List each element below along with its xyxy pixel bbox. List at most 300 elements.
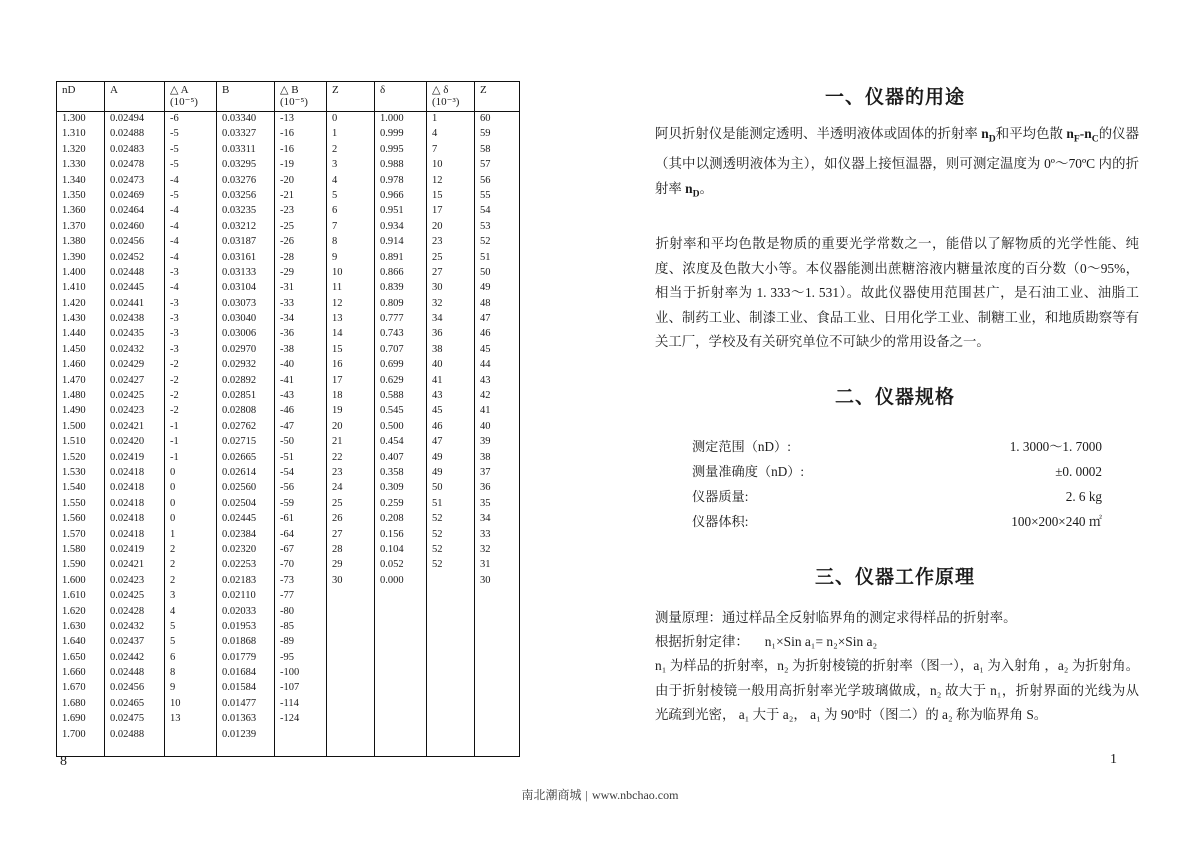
cell-a: 0.02473	[105, 176, 165, 191]
cell-nd: 1.340	[57, 176, 105, 191]
cell-delta-b: -95	[275, 653, 327, 668]
cell-delta-delta: 20	[427, 222, 475, 237]
cell-nd: 1.520	[57, 453, 105, 468]
cell-delta: 0.914	[375, 237, 427, 252]
cell-delta: 0.839	[375, 283, 427, 298]
table-row	[57, 530, 520, 545]
table-row	[57, 545, 520, 560]
cell-delta-b: -56	[275, 483, 327, 498]
table-row	[57, 314, 520, 329]
cell-delta-delta: 30	[427, 283, 475, 298]
cell-b: 0.01779	[217, 653, 275, 668]
cell-a: 0.02432	[105, 345, 165, 360]
cell-b: 0.03256	[217, 191, 275, 206]
cell-delta-delta: 52	[427, 530, 475, 545]
cell-a: 0.02438	[105, 314, 165, 329]
cell-b: 0.02892	[217, 376, 275, 391]
cell-b: 0.03295	[217, 160, 275, 175]
cell-delta-b: -33	[275, 299, 327, 314]
cell-delta: 0.951	[375, 206, 427, 221]
table-row	[57, 699, 520, 714]
table-row	[57, 483, 520, 498]
table-row	[57, 607, 520, 622]
cell-delta-a: -1	[165, 453, 217, 468]
cell-delta-a: 0	[165, 483, 217, 498]
cell-b: 0.01239	[217, 730, 275, 757]
cell-delta: 0.995	[375, 145, 427, 160]
table-row	[57, 499, 520, 514]
cell-nd: 1.410	[57, 283, 105, 298]
table-row	[57, 145, 520, 160]
section-2-heading: 二、仪器规格	[834, 386, 955, 408]
table-row	[57, 468, 520, 483]
cell-delta-a: -2	[165, 376, 217, 391]
header-main: Z	[332, 84, 339, 96]
cell-delta-b: -40	[275, 360, 327, 375]
cell-b: 0.02715	[217, 437, 275, 452]
table-row	[57, 422, 520, 437]
cell-z1: 25	[327, 499, 375, 514]
cell-a: 0.02494	[105, 112, 165, 130]
footer-separator: |	[585, 788, 588, 802]
cell-delta-a: -4	[165, 237, 217, 252]
spec-label: 仪器体积:	[692, 514, 749, 529]
section-3-heading: 三、仪器工作原理	[814, 566, 975, 588]
cell-z2	[475, 653, 520, 668]
cell-nd: 1.420	[57, 299, 105, 314]
cell-b: 0.01584	[217, 683, 275, 698]
cell-a: 0.02475	[105, 714, 165, 729]
cell-delta: 0.966	[375, 191, 427, 206]
cell-delta-delta: 34	[427, 314, 475, 329]
cell-delta-delta: 49	[427, 453, 475, 468]
table-row	[57, 576, 520, 591]
cell-delta-delta	[427, 653, 475, 668]
cell-a: 0.02448	[105, 668, 165, 683]
cell-z1: 10	[327, 268, 375, 283]
table-row	[57, 437, 520, 452]
cell-delta-delta: 49	[427, 468, 475, 483]
cell-z1: 0	[327, 112, 375, 130]
cell-a: 0.02419	[105, 453, 165, 468]
cell-delta: 0.743	[375, 329, 427, 344]
cell-z2: 40	[475, 422, 520, 437]
cell-z2: 46	[475, 329, 520, 344]
table-row	[57, 299, 520, 314]
table-row	[57, 453, 520, 468]
cell-b: 0.02384	[217, 530, 275, 545]
section-1-paragraph-2	[655, 232, 1139, 355]
cell-b: 0.02932	[217, 360, 275, 375]
cell-delta-a: 4	[165, 607, 217, 622]
cell-nd: 1.320	[57, 145, 105, 160]
column-header-a	[105, 82, 165, 112]
cell-delta-b: -80	[275, 607, 327, 622]
cell-nd: 1.300	[57, 112, 105, 130]
cell-delta: 0.777	[375, 314, 427, 329]
column-header-delta-b	[275, 82, 327, 112]
cell-delta-delta: 1	[427, 112, 475, 130]
cell-z2: 44	[475, 360, 520, 375]
symbol-dash: -	[1079, 126, 1085, 141]
cell-delta-delta: 52	[427, 545, 475, 560]
cell-delta-delta	[427, 668, 475, 683]
cell-delta-delta: 4	[427, 129, 475, 144]
cell-b: 0.03006	[217, 329, 275, 344]
cell-z1: 1	[327, 129, 375, 144]
cell-delta-a: 10	[165, 699, 217, 714]
cell-b: 0.02665	[217, 453, 275, 468]
cell-z1: 15	[327, 345, 375, 360]
cell-a: 0.02460	[105, 222, 165, 237]
refraction-law-label: 根据折射定律：	[655, 634, 749, 649]
cell-z1: 27	[327, 530, 375, 545]
table-row	[57, 730, 520, 757]
table-row	[57, 360, 520, 375]
cell-delta-b: -16	[275, 145, 327, 160]
cell-z1	[327, 683, 375, 698]
cell-nd: 1.490	[57, 406, 105, 421]
cell-z1: 14	[327, 329, 375, 344]
cell-b: 0.02110	[217, 591, 275, 606]
cell-delta-a: 3	[165, 591, 217, 606]
cell-a: 0.02418	[105, 468, 165, 483]
cell-a: 0.02456	[105, 237, 165, 252]
cell-delta-a: 0	[165, 468, 217, 483]
section-3-formula-line	[655, 630, 1139, 655]
cell-delta-delta: 52	[427, 514, 475, 529]
cell-delta-b: -13	[275, 112, 327, 130]
cell-delta-a: -3	[165, 329, 217, 344]
cell-z1: 12	[327, 299, 375, 314]
table-row	[57, 637, 520, 652]
cell-z2: 55	[475, 191, 520, 206]
spec-row	[692, 484, 1102, 509]
cell-delta-a: -4	[165, 206, 217, 221]
cell-z2	[475, 714, 520, 729]
cell-nd: 1.680	[57, 699, 105, 714]
cell-z1: 23	[327, 468, 375, 483]
cell-a: 0.02488	[105, 730, 165, 757]
cell-nd: 1.700	[57, 730, 105, 757]
cell-delta-delta: 36	[427, 329, 475, 344]
cell-nd: 1.400	[57, 268, 105, 283]
cell-a: 0.02423	[105, 406, 165, 421]
cell-nd: 1.600	[57, 576, 105, 591]
cell-a: 0.02464	[105, 206, 165, 221]
cell-delta-delta: 41	[427, 376, 475, 391]
cell-nd: 1.580	[57, 545, 105, 560]
cell-nd: 1.660	[57, 668, 105, 683]
cell-delta	[375, 730, 427, 757]
cell-b: 0.03235	[217, 206, 275, 221]
cell-delta: 0.545	[375, 406, 427, 421]
cell-delta-a	[165, 730, 217, 757]
header-main: δ	[380, 84, 386, 96]
para1-text-c: 的仪器（其中以测透明液体为主），如仪器上接恒温器，则可测定温度为 0º～70ºC 内的折射率	[655, 126, 1139, 196]
cell-b: 0.03040	[217, 314, 275, 329]
cell-delta: 0.454	[375, 437, 427, 452]
cell-a: 0.02435	[105, 329, 165, 344]
cell-delta-b: -67	[275, 545, 327, 560]
cell-delta	[375, 622, 427, 637]
cell-b: 0.02253	[217, 560, 275, 575]
cell-a: 0.02465	[105, 699, 165, 714]
cell-z2: 54	[475, 206, 520, 221]
section-3-paragraph-1: 测量原理：通过样品全反射临界角的测定求得样品的折射率。	[655, 610, 1017, 625]
cell-a: 0.02445	[105, 283, 165, 298]
cell-a: 0.02429	[105, 360, 165, 375]
spec-label: 仪器质量:	[692, 489, 749, 504]
cell-delta-b: -70	[275, 560, 327, 575]
spec-label: 测定范围（nD）:	[692, 439, 791, 454]
cell-z2: 53	[475, 222, 520, 237]
cell-delta-a: -1	[165, 422, 217, 437]
cell-a: 0.02441	[105, 299, 165, 314]
cell-delta: 0.358	[375, 468, 427, 483]
cell-z1: 18	[327, 391, 375, 406]
cell-delta-delta	[427, 637, 475, 652]
cell-z2: 41	[475, 406, 520, 421]
cell-b: 0.01477	[217, 699, 275, 714]
cell-delta-a: -4	[165, 253, 217, 268]
cell-delta-b: -64	[275, 530, 327, 545]
cell-delta-a: -2	[165, 360, 217, 375]
cell-delta-b: -61	[275, 514, 327, 529]
cell-nd: 1.550	[57, 499, 105, 514]
page-number-right: 1	[1110, 752, 1117, 767]
cell-a: 0.02420	[105, 437, 165, 452]
cell-delta-b: -41	[275, 376, 327, 391]
cell-b: 0.01953	[217, 622, 275, 637]
cell-delta: 0.104	[375, 545, 427, 560]
cell-a: 0.02452	[105, 253, 165, 268]
cell-delta-b: -51	[275, 453, 327, 468]
cell-b: 0.03311	[217, 145, 275, 160]
cell-delta-delta	[427, 576, 475, 591]
symbol-nd-1: $n_D$	[981, 126, 996, 145]
cell-nd: 1.470	[57, 376, 105, 391]
specifications-body	[692, 434, 1102, 534]
cell-delta: 0.000	[375, 576, 427, 591]
cell-delta	[375, 607, 427, 622]
cell-nd: 1.640	[57, 637, 105, 652]
cell-delta-delta: 50	[427, 483, 475, 498]
cell-z2: 50	[475, 268, 520, 283]
cell-a: 0.02425	[105, 391, 165, 406]
cell-delta-a: 2	[165, 576, 217, 591]
table-row	[57, 714, 520, 729]
cell-z2: 49	[475, 283, 520, 298]
cell-z2: 45	[475, 345, 520, 360]
cell-delta: 1.000	[375, 112, 427, 130]
cell-z1	[327, 637, 375, 652]
cell-delta-b: -124	[275, 714, 327, 729]
cell-nd: 1.530	[57, 468, 105, 483]
cell-z1: 17	[327, 376, 375, 391]
cell-delta-b: -54	[275, 468, 327, 483]
cell-delta: 0.891	[375, 253, 427, 268]
cell-delta-delta	[427, 730, 475, 757]
cell-delta-delta: 47	[427, 437, 475, 452]
table-row	[57, 206, 520, 221]
cell-delta-b: -20	[275, 176, 327, 191]
cell-delta	[375, 714, 427, 729]
cell-z2: 52	[475, 237, 520, 252]
cell-nd: 1.350	[57, 191, 105, 206]
cell-nd: 1.390	[57, 253, 105, 268]
cell-z2: 43	[475, 376, 520, 391]
cell-delta-a: 0	[165, 499, 217, 514]
cell-b: 0.03340	[217, 112, 275, 130]
cell-delta-b: -23	[275, 206, 327, 221]
cell-delta-b: -73	[275, 576, 327, 591]
cell-nd: 1.370	[57, 222, 105, 237]
cell-delta-b: -16	[275, 129, 327, 144]
header-main: A	[110, 84, 118, 96]
cell-a: 0.02427	[105, 376, 165, 391]
para3-text: n₁ 为样品的折射率，n₂ 为折射棱镜的折射率（图一），a₁ 为入射角 ，a₂ 为折射角。由于折射棱镜一般用高折射率光学玻璃做成，n₂ 故大于 n₁，折射界面的光线为从光疏到光密， a₁ 大于 a₂， a₁ 为 90º时（图二）的 a₂ 称为临界角 S。	[655, 658, 1139, 722]
cell-z1: 16	[327, 360, 375, 375]
column-header-delta	[375, 82, 427, 112]
cell-z1: 9	[327, 253, 375, 268]
cell-z1: 2	[327, 145, 375, 160]
cell-b: 0.01684	[217, 668, 275, 683]
cell-delta-a: -2	[165, 391, 217, 406]
cell-delta-b: -77	[275, 591, 327, 606]
right-page	[600, 0, 1200, 848]
cell-z2: 33	[475, 530, 520, 545]
cell-nd: 1.560	[57, 514, 105, 529]
cell-nd: 1.570	[57, 530, 105, 545]
cell-b: 0.03133	[217, 268, 275, 283]
cell-delta-a: 0	[165, 514, 217, 529]
cell-delta: 0.934	[375, 222, 427, 237]
cell-b: 0.02762	[217, 422, 275, 437]
refractive-index-table	[56, 81, 520, 757]
cell-delta-a: -5	[165, 129, 217, 144]
table-row	[57, 391, 520, 406]
table-row	[57, 560, 520, 575]
cell-z2	[475, 668, 520, 683]
cell-z1	[327, 622, 375, 637]
cell-delta-delta: 23	[427, 237, 475, 252]
cell-z2: 39	[475, 437, 520, 452]
cell-z2: 38	[475, 453, 520, 468]
cell-delta-a: -1	[165, 437, 217, 452]
table-row	[57, 268, 520, 283]
cell-a: 0.02456	[105, 683, 165, 698]
cell-delta-b: -25	[275, 222, 327, 237]
cell-delta-delta: 43	[427, 391, 475, 406]
table-row	[57, 653, 520, 668]
cell-delta-b: -28	[275, 253, 327, 268]
cell-delta-a: -6	[165, 112, 217, 130]
cell-delta: 0.500	[375, 422, 427, 437]
cell-delta: 0.978	[375, 176, 427, 191]
cell-z1	[327, 607, 375, 622]
cell-a: 0.02421	[105, 560, 165, 575]
cell-z1	[327, 714, 375, 729]
header-sub: (10⁻⁵)	[170, 96, 198, 108]
cell-delta-a: 2	[165, 560, 217, 575]
cell-z1: 8	[327, 237, 375, 252]
cell-delta-a: 1	[165, 530, 217, 545]
cell-delta-a: 2	[165, 545, 217, 560]
spec-value: 100×200×240 ㎡	[1011, 514, 1102, 529]
cell-delta: 0.156	[375, 530, 427, 545]
specifications-table	[692, 434, 1102, 534]
cell-delta	[375, 637, 427, 652]
cell-z1	[327, 668, 375, 683]
cell-z2: 59	[475, 129, 520, 144]
cell-b: 0.02560	[217, 483, 275, 498]
header-main: △ δ	[432, 84, 449, 96]
cell-b: 0.03327	[217, 129, 275, 144]
cell-delta: 0.999	[375, 129, 427, 144]
cell-delta-delta: 7	[427, 145, 475, 160]
para1-text-b: 和平均色散	[995, 126, 1067, 141]
cell-z1: 21	[327, 437, 375, 452]
cell-delta-b: -47	[275, 422, 327, 437]
table-row	[57, 191, 520, 206]
table-row	[57, 406, 520, 421]
table-row	[57, 129, 520, 144]
cell-z2: 42	[475, 391, 520, 406]
cell-a: 0.02448	[105, 268, 165, 283]
cell-delta-delta: 27	[427, 268, 475, 283]
cell-delta-delta: 46	[427, 422, 475, 437]
cell-delta-a: -3	[165, 268, 217, 283]
cell-a: 0.02483	[105, 145, 165, 160]
column-header-nd	[57, 82, 105, 112]
cell-nd: 1.610	[57, 591, 105, 606]
cell-delta-delta: 38	[427, 345, 475, 360]
header-sub: (10⁻³)	[432, 96, 460, 108]
table-row	[57, 112, 520, 130]
cell-b: 0.01363	[217, 714, 275, 729]
header-sub: (10⁻⁵)	[280, 96, 308, 108]
cell-a: 0.02419	[105, 545, 165, 560]
table-row	[57, 591, 520, 606]
symbol-nd-2: $n_D$	[685, 180, 700, 200]
cell-nd: 1.440	[57, 329, 105, 344]
cell-z1: 20	[327, 422, 375, 437]
cell-delta-b: -21	[275, 191, 327, 206]
cell-delta-a: 6	[165, 653, 217, 668]
section-1-paragraph-1	[655, 122, 1139, 207]
cell-delta: 0.707	[375, 345, 427, 360]
cell-delta: 0.208	[375, 514, 427, 529]
cell-nd: 1.690	[57, 714, 105, 729]
cell-a: 0.02418	[105, 514, 165, 529]
cell-delta-b: -19	[275, 160, 327, 175]
header-main: Z	[480, 84, 487, 96]
column-header-delta-delta	[427, 82, 475, 112]
cell-nd: 1.480	[57, 391, 105, 406]
cell-z2	[475, 730, 520, 757]
cell-z2	[475, 591, 520, 606]
footer-watermark	[0, 786, 1200, 803]
cell-b: 0.03161	[217, 253, 275, 268]
cell-z2	[475, 683, 520, 698]
cell-delta	[375, 591, 427, 606]
cell-nd: 1.630	[57, 622, 105, 637]
cell-delta-a: -5	[165, 191, 217, 206]
cell-b: 0.02183	[217, 576, 275, 591]
cell-z1: 26	[327, 514, 375, 529]
table-row	[57, 668, 520, 683]
